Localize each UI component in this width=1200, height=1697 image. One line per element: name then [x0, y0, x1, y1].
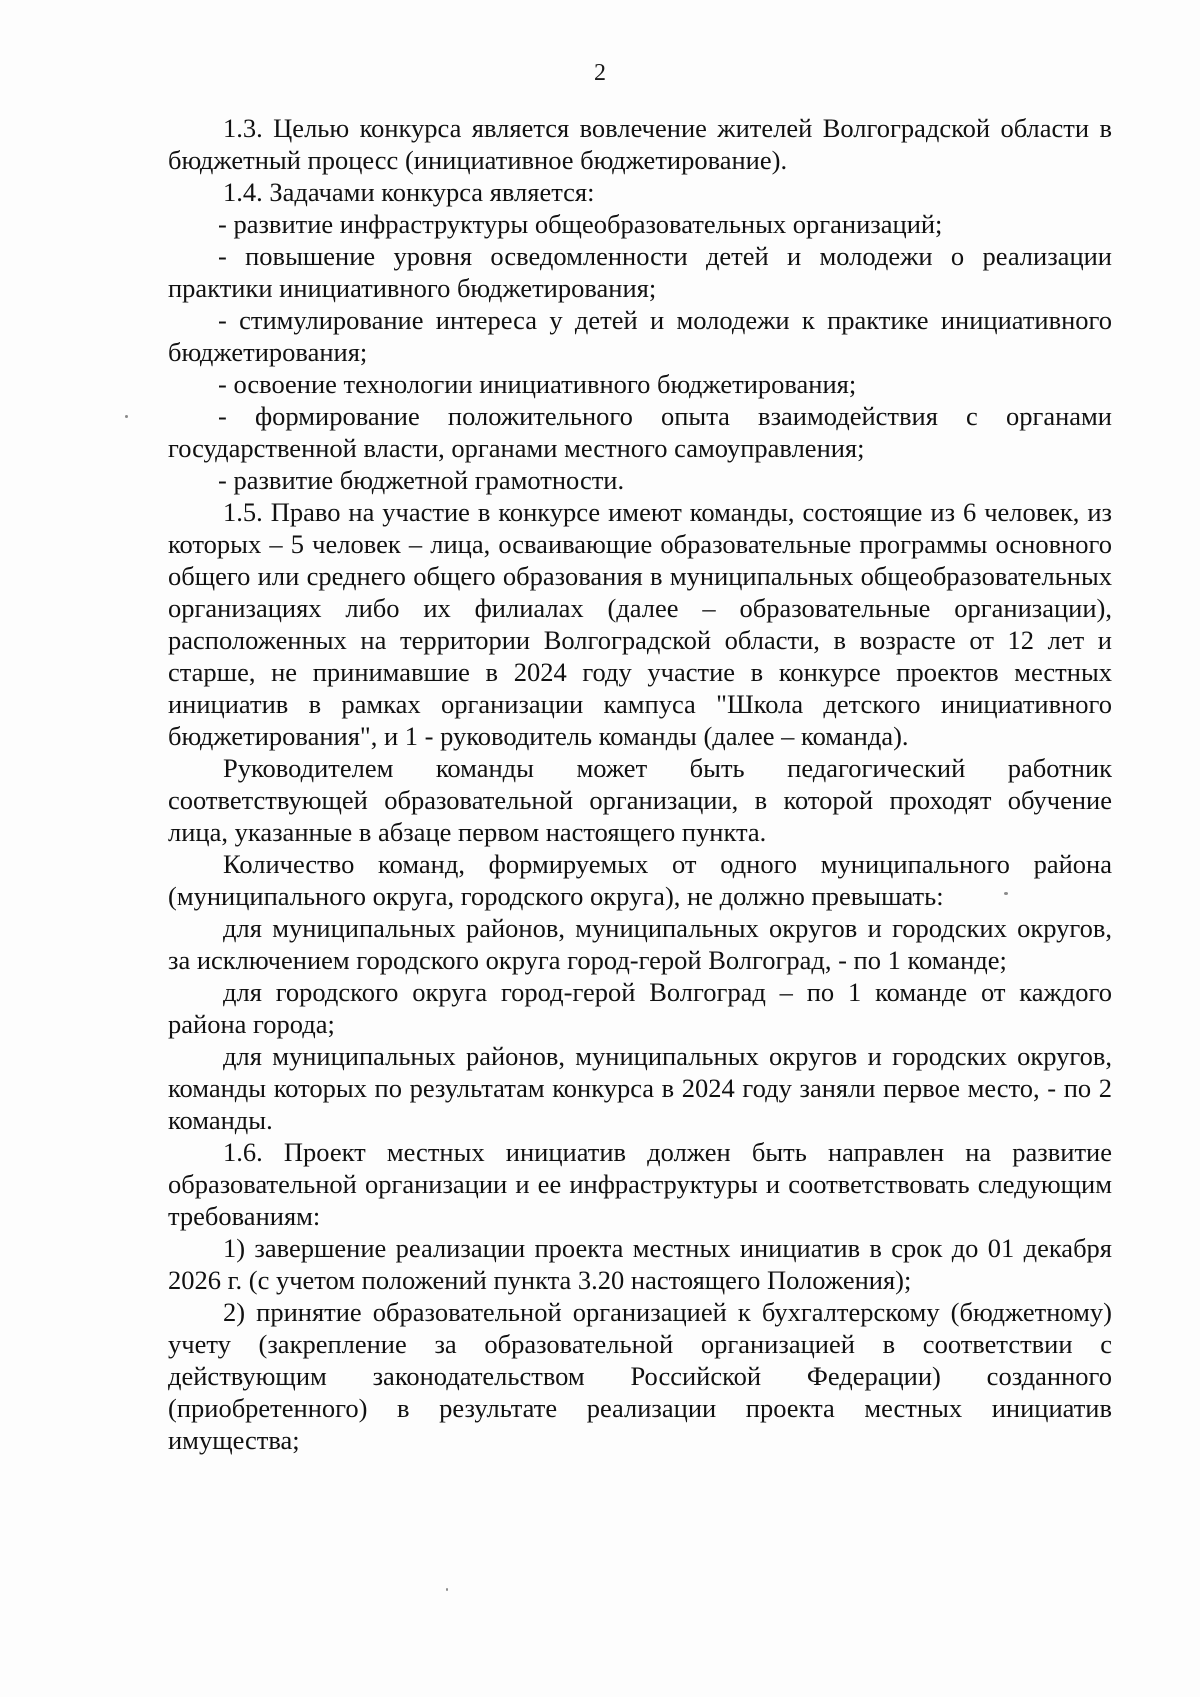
paragraph-1-4-intro: 1.4. Задачами конкурса является:: [223, 177, 595, 207]
scan-speck: [1004, 892, 1008, 895]
task-item: - освоение технологии инициативного бюджетирования;: [218, 369, 857, 399]
task-item: - стимулирование интереса у детей и молодежи к практике инициативного бюджетирования;: [168, 305, 1112, 367]
task-item: - развитие бюджетной грамотности.: [218, 465, 625, 495]
paragraph-team-limit: для городского округа город-герой Волгоград – по 1 команде от каждого района города;: [168, 977, 1112, 1039]
paragraph-1-3: 1.3. Целью конкурса является вовлечение жителей Волгоградской области в бюджетный процесс (инициативное бюджетирование).: [168, 113, 1112, 175]
task-item: - развитие инфраструктуры общеобразовательных организаций;: [218, 209, 943, 239]
document-body: [168, 112, 1112, 1456]
task-item: - повышение уровня осведомленности детей и молодежи о реализации практики инициативного бюджетирования;: [168, 241, 1112, 303]
paragraph-1-5: 1.5. Право на участие в конкурсе имеют команды, состоящие из 6 человек, из которых – 5 человек – лица, осваивающие образовательные программы основного общего или среднего общего образования в муниципальных общеобразовательных организациях либо их филиалах (далее – образовательные организации), расположенных на территории Волгоградской области, в возрасте от 12 лет и старше, не принимавшие в 2024 году участие в конкурсе проектов местных инициатив в рамках организации кампуса "Школа детского инициативного бюджетирования", и 1 - руководитель команды (далее – команда).: [168, 497, 1112, 751]
paragraph-team-limit: для муниципальных районов, муниципальных округов и городских округов, за исключением городского округа город-герой Волгоград, - по 1 команде;: [168, 913, 1112, 975]
task-item: - формирование положительного опыта взаимодействия с органами государственной власти, органами местного самоуправления;: [168, 401, 1112, 463]
page-number: 2: [594, 60, 606, 86]
scan-speck: [446, 1588, 448, 1591]
requirement-item: 2) принятие образовательной организацией к бухгалтерскому (бюджетному) учету (закрепление за образовательной организацией в соответствии с действующим законодательством Российской Федерации) созданного (приобретенного) в результате реализации проекта местных инициатив имущества;: [168, 1297, 1112, 1455]
paragraph-team-limit: для муниципальных районов, муниципальных округов и городских округов, команды которых по результатам конкурса в 2024 году заняли первое место, - по 2 команды.: [168, 1041, 1112, 1135]
paragraph-team-leader: Руководителем команды может быть педагогический работник соответствующей образовательной организации, в которой проходят обучение лица, указанные в абзаце первом настоящего пункта.: [168, 753, 1112, 847]
paragraph-team-count: Количество команд, формируемых от одного муниципального района (муниципального округа, городского округа), не должно превышать:: [168, 849, 1112, 911]
paragraph-1-6-intro: 1.6. Проект местных инициатив должен быть направлен на развитие образовательной организации и ее инфраструктуры и соответствовать следующим требованиям:: [168, 1137, 1112, 1231]
scan-speck: [125, 415, 128, 418]
requirement-item: 1) завершение реализации проекта местных инициатив в срок до 01 декабря 2026 г. (с учетом положений пункта 3.20 настоящего Положения);: [168, 1233, 1112, 1295]
